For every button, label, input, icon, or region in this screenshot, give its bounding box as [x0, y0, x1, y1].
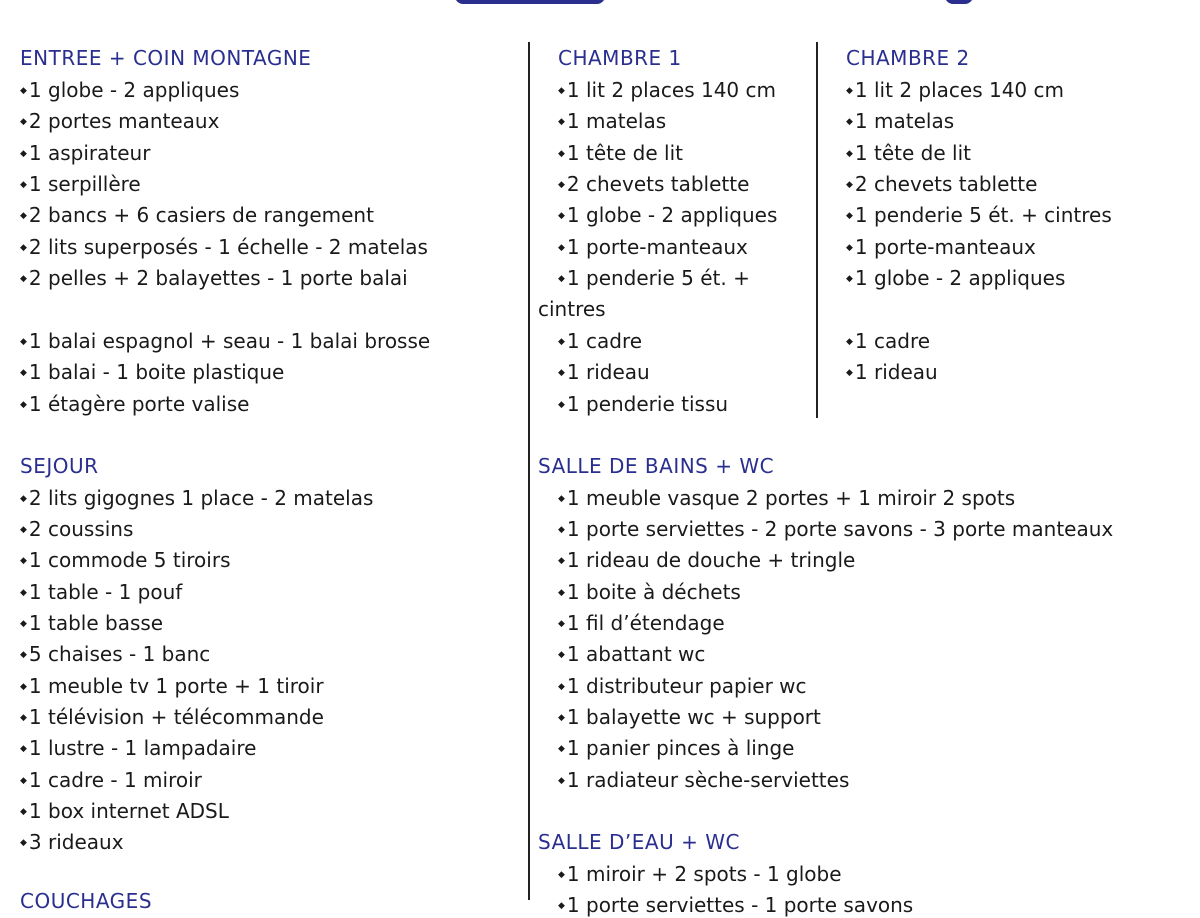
list-item: ◆ 1 penderie 5 ét. +	[558, 266, 750, 291]
list-item: ◆ 1 distributeur papier wc	[558, 674, 807, 699]
list-item: ◆ 1 aspirateur	[20, 141, 150, 166]
section-title-sejour: SEJOUR	[20, 454, 99, 478]
section-title-salle-de-bains: SALLE DE BAINS + WC	[538, 454, 775, 478]
list-item: ◆ 1 globe - 2 appliques	[20, 78, 239, 103]
list-item: ◆ 2 lits superposés - 1 échelle - 2 matelas	[20, 235, 428, 260]
cut-heading-fragment-left	[455, 0, 605, 4]
column-divider-main	[528, 42, 530, 900]
section-title-salle-d-eau: SALLE D’EAU + WC	[538, 830, 740, 854]
list-item: ◆ 3 rideaux	[20, 830, 124, 855]
list-item: ◆ 1 porte-manteaux	[558, 235, 748, 260]
list-item: ◆ 2 chevets tablette	[846, 172, 1037, 197]
list-item: ◆ 1 rideau	[558, 360, 650, 385]
list-item: ◆ 1 globe - 2 appliques	[558, 203, 777, 228]
list-item: ◆ 2 chevets tablette	[558, 172, 749, 197]
list-item: ◆ 1 fil d’étendage	[558, 611, 725, 636]
list-item: ◆ 1 penderie 5 ét. + cintres	[846, 203, 1112, 228]
section-title-entree: ENTREE + COIN MONTAGNE	[20, 46, 312, 70]
list-item: ◆ 1 serpillère	[20, 172, 141, 197]
list-item: ◆ 1 cadre	[846, 329, 930, 354]
list-item: ◆ 1 rideau	[846, 360, 938, 385]
list-item: ◆ 1 lit 2 places 140 cm	[846, 78, 1064, 103]
list-item: ◆ 1 étagère porte valise	[20, 392, 249, 417]
list-item: ◆ 1 tête de lit	[846, 141, 971, 166]
list-item: ◆ 1 table basse	[20, 611, 163, 636]
list-item: ◆ 1 globe - 2 appliques	[846, 266, 1065, 291]
list-item: ◆ 1 penderie tissu	[558, 392, 728, 417]
list-item-wrap: cintres	[538, 297, 606, 321]
list-item: ◆ 1 porte serviettes - 1 porte savons	[558, 893, 913, 918]
list-item: ◆ 1 meuble vasque 2 portes + 1 miroir 2 spots	[558, 486, 1015, 511]
list-item: ◆ 1 rideau de douche + tringle	[558, 548, 855, 573]
list-item: ◆ 2 pelles + 2 balayettes - 1 porte balai	[20, 266, 408, 291]
list-item: ◆ 1 lit 2 places 140 cm	[558, 78, 776, 103]
list-item: ◆ 5 chaises - 1 banc	[20, 642, 210, 667]
section-title-couchages: COUCHAGES	[20, 889, 153, 913]
list-item: ◆ 1 balai espagnol + seau - 1 balai brosse	[20, 329, 430, 354]
list-item: ◆ 1 cadre	[558, 329, 642, 354]
list-item: ◆ 1 box internet ADSL	[20, 799, 229, 824]
list-item: ◆ 1 miroir + 2 spots - 1 globe	[558, 862, 842, 887]
cut-heading-fragment-right	[945, 0, 973, 4]
list-item: ◆ 1 panier pinces à linge	[558, 736, 794, 761]
list-item: ◆ 1 lustre - 1 lampadaire	[20, 736, 256, 761]
list-item: ◆ 1 meuble tv 1 porte + 1 tiroir	[20, 674, 324, 699]
section-title-chambre-2: CHAMBRE 2	[846, 46, 970, 70]
list-item: ◆ 1 porte serviettes - 2 porte savons - 3 porte manteaux	[558, 517, 1113, 542]
list-item: ◆ 2 portes manteaux	[20, 109, 219, 134]
list-item: ◆ 1 porte-manteaux	[846, 235, 1036, 260]
list-item: ◆ 2 lits gigognes 1 place - 2 matelas	[20, 486, 373, 511]
list-item: ◆ 1 télévision + télécommande	[20, 705, 324, 730]
list-item: ◆ 1 balayette wc + support	[558, 705, 821, 730]
list-item: ◆ 1 cadre - 1 miroir	[20, 768, 202, 793]
list-item: ◆ 1 commode 5 tiroirs	[20, 548, 231, 573]
list-item: ◆ 1 matelas	[558, 109, 666, 134]
column-divider-chambres	[816, 42, 818, 418]
list-item: ◆ 1 tête de lit	[558, 141, 683, 166]
section-title-chambre-1: CHAMBRE 1	[558, 46, 682, 70]
list-item: ◆ 1 matelas	[846, 109, 954, 134]
list-item: ◆ 1 abattant wc	[558, 642, 705, 667]
list-item: ◆ 2 bancs + 6 casiers de rangement	[20, 203, 374, 228]
list-item: ◆ 1 balai - 1 boite plastique	[20, 360, 284, 385]
list-item: ◆ 1 table - 1 pouf	[20, 580, 182, 605]
list-item: ◆ 2 coussins	[20, 517, 133, 542]
list-item: ◆ 1 radiateur sèche-serviettes	[558, 768, 849, 793]
list-item: ◆ 1 boite à déchets	[558, 580, 741, 605]
